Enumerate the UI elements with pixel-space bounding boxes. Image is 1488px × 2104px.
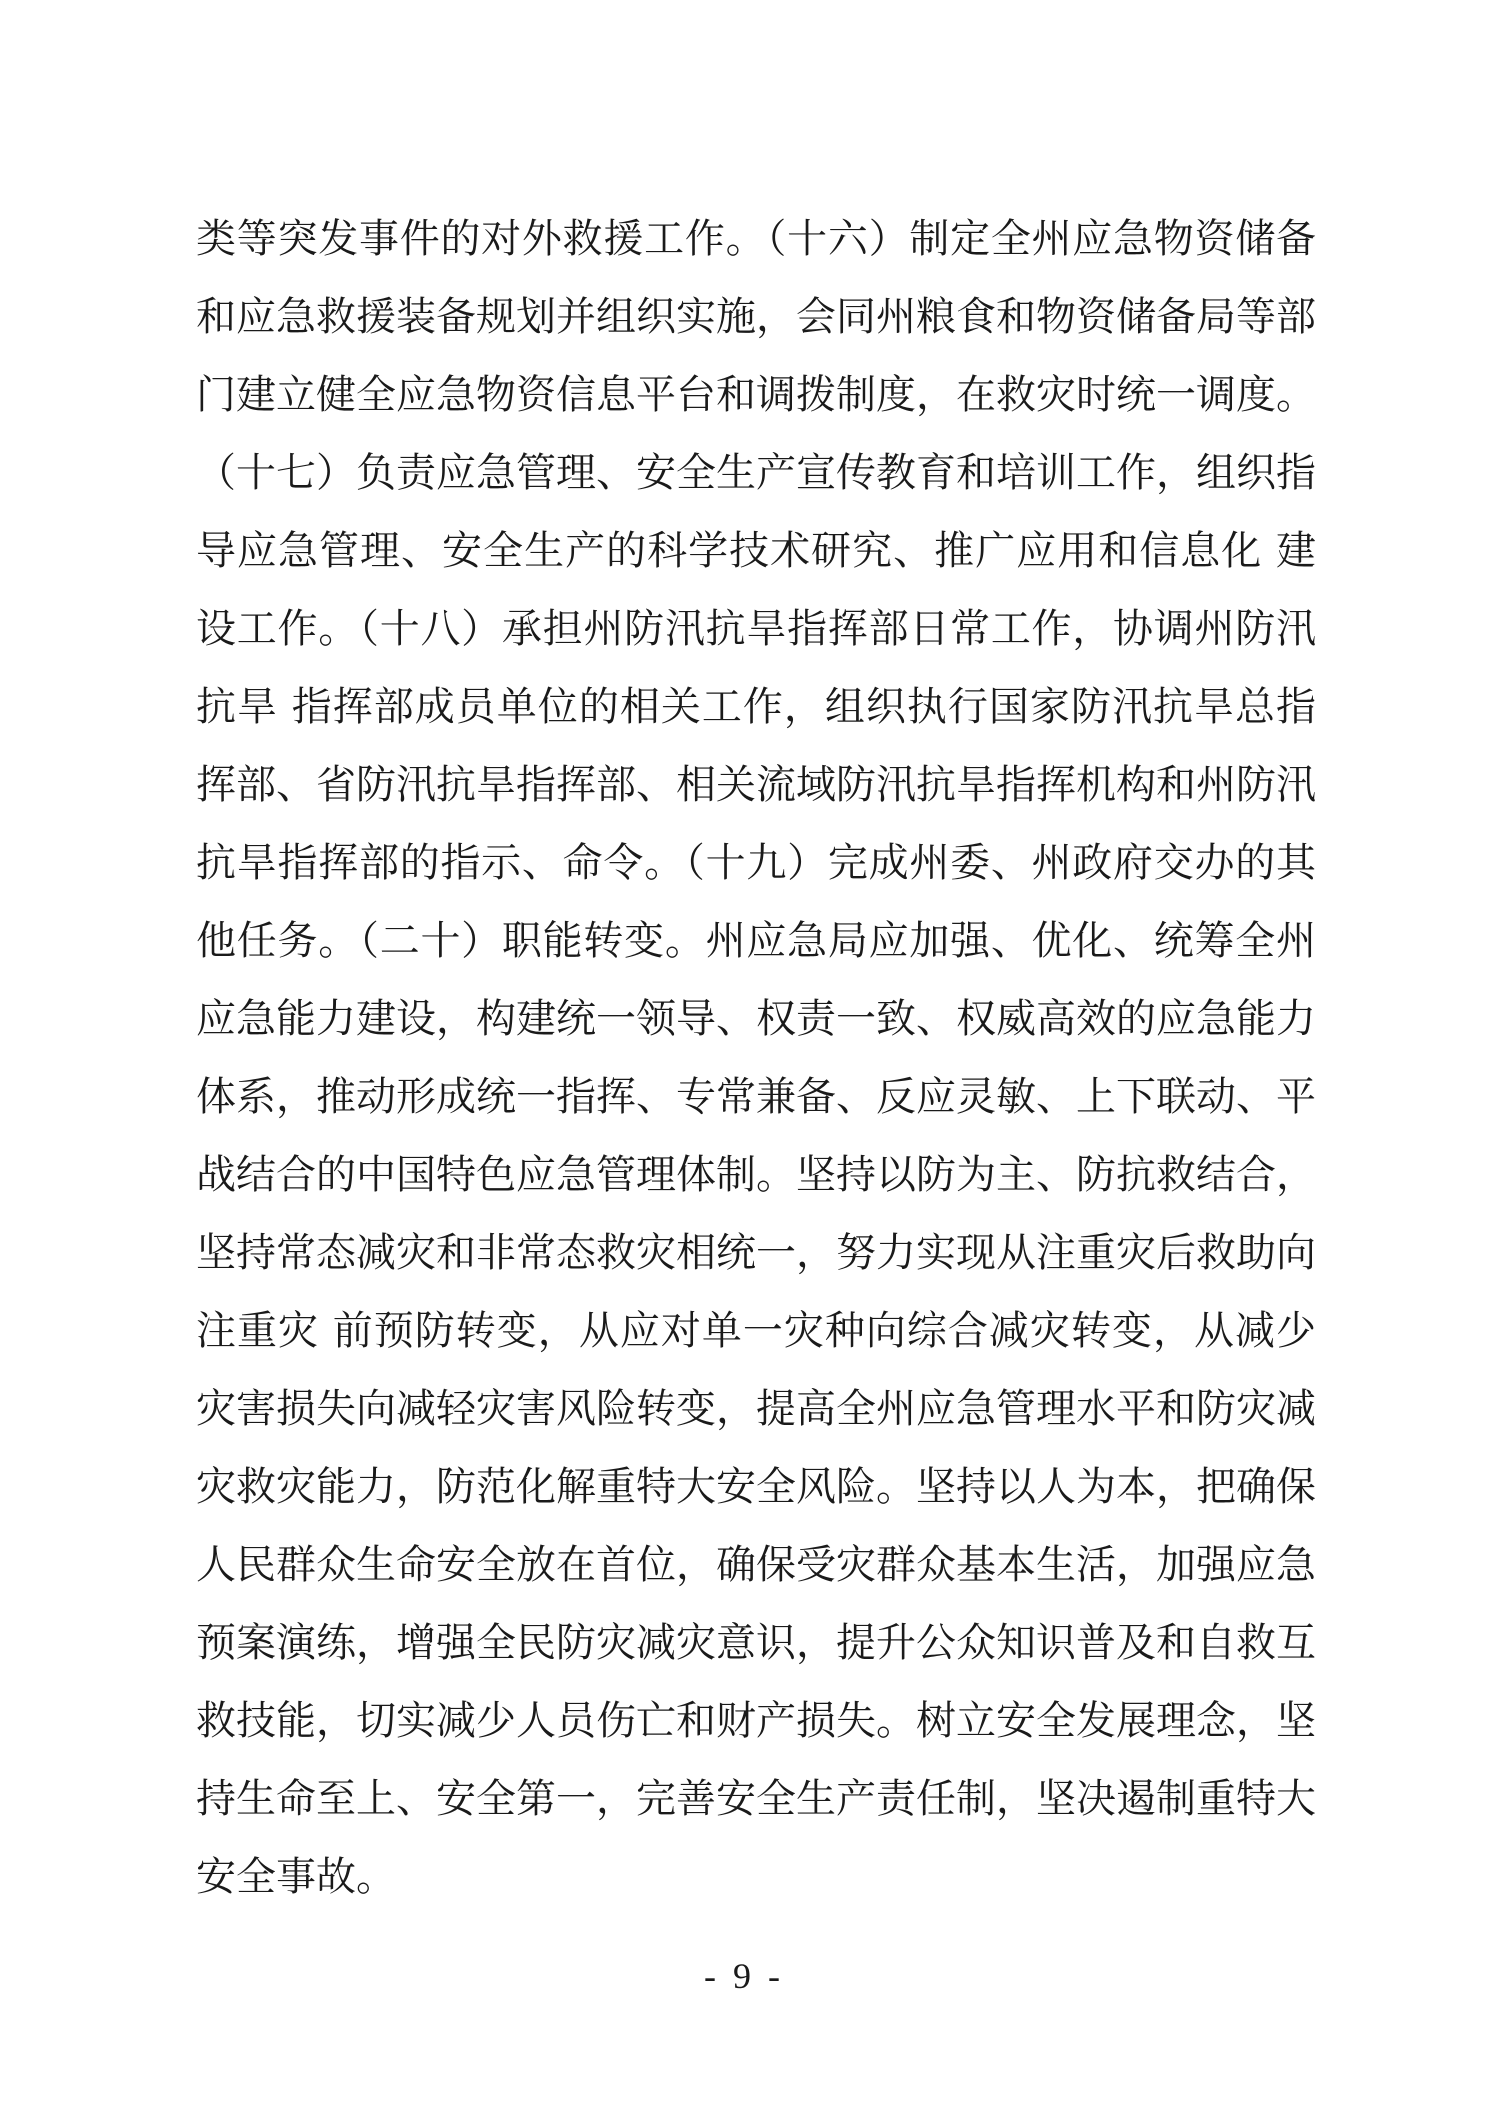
text-line: 注重灾 前预防转变，从应对单一灾种向综合减灾转变，从减少 — [196, 1308, 1316, 1354]
text-line: 门建立健全应急物资信息平台和调拨制度，在救灾时统一调度。 — [196, 372, 1316, 418]
text-line: 应急能力建设，构建统一领导、权责一致、权威高效的应急能力 — [196, 996, 1316, 1042]
text-line: 灾救灾能力，防范化解重特大安全风险。坚持以人为本，把确保 — [196, 1464, 1316, 1510]
text-line: 抗旱 指挥部成员单位的相关工作，组织执行国家防汛抗旱总指 — [196, 684, 1316, 730]
text-line: 战结合的中国特色应急管理体制。坚持以防为主、防抗救结合， — [196, 1152, 1316, 1198]
text-line: 导应急管理、安全生产的科学技术研究、推广应用和信息化 建 — [196, 528, 1316, 574]
text-line: 设工作。（十八）承担州防汛抗旱指挥部日常工作，协调州防汛 — [196, 606, 1316, 652]
page-number: - 9 - — [704, 1956, 784, 1996]
text-line: 抗旱指挥部的指示、命令。（十九）完成州委、州政府交办的其 — [196, 840, 1316, 886]
text-line: （十七）负责应急管理、安全生产宣传教育和培训工作，组织指 — [196, 450, 1316, 496]
text-line: 和应急救援装备规划并组织实施，会同州粮食和物资储备局等部 — [196, 294, 1316, 340]
text-line: 坚持常态减灾和非常态救灾相统一，努力实现从注重灾后救助向 — [196, 1230, 1316, 1276]
text-line: 安全事故。 — [196, 1854, 396, 1900]
text-line: 他任务。（二十）职能转变。州应急局应加强、优化、统筹全州 — [196, 918, 1316, 964]
body-text — [196, 200, 1316, 1916]
text-line: 持生命至上、安全第一，完善安全生产责任制，坚决遏制重特大 — [196, 1776, 1316, 1822]
text-line: 类等突发事件的对外救援工作。（十六）制定全州应急物资储备 — [196, 216, 1316, 262]
text-line: 救技能，切实减少人员伤亡和财产损失。树立安全发展理念，坚 — [196, 1698, 1316, 1744]
text-line: 人民群众生命安全放在首位，确保受灾群众基本生活，加强应急 — [196, 1542, 1316, 1588]
text-line: 灾害损失向减轻灾害风险转变，提高全州应急管理水平和防灾减 — [196, 1386, 1316, 1432]
text-line: 预案演练，增强全民防灾减灾意识，提升公众知识普及和自救互 — [196, 1620, 1316, 1666]
text-line: 挥部、省防汛抗旱指挥部、相关流域防汛抗旱指挥机构和州防汛 — [196, 762, 1316, 808]
text-line: 体系，推动形成统一指挥、专常兼备、反应灵敏、上下联动、平 — [196, 1074, 1316, 1120]
